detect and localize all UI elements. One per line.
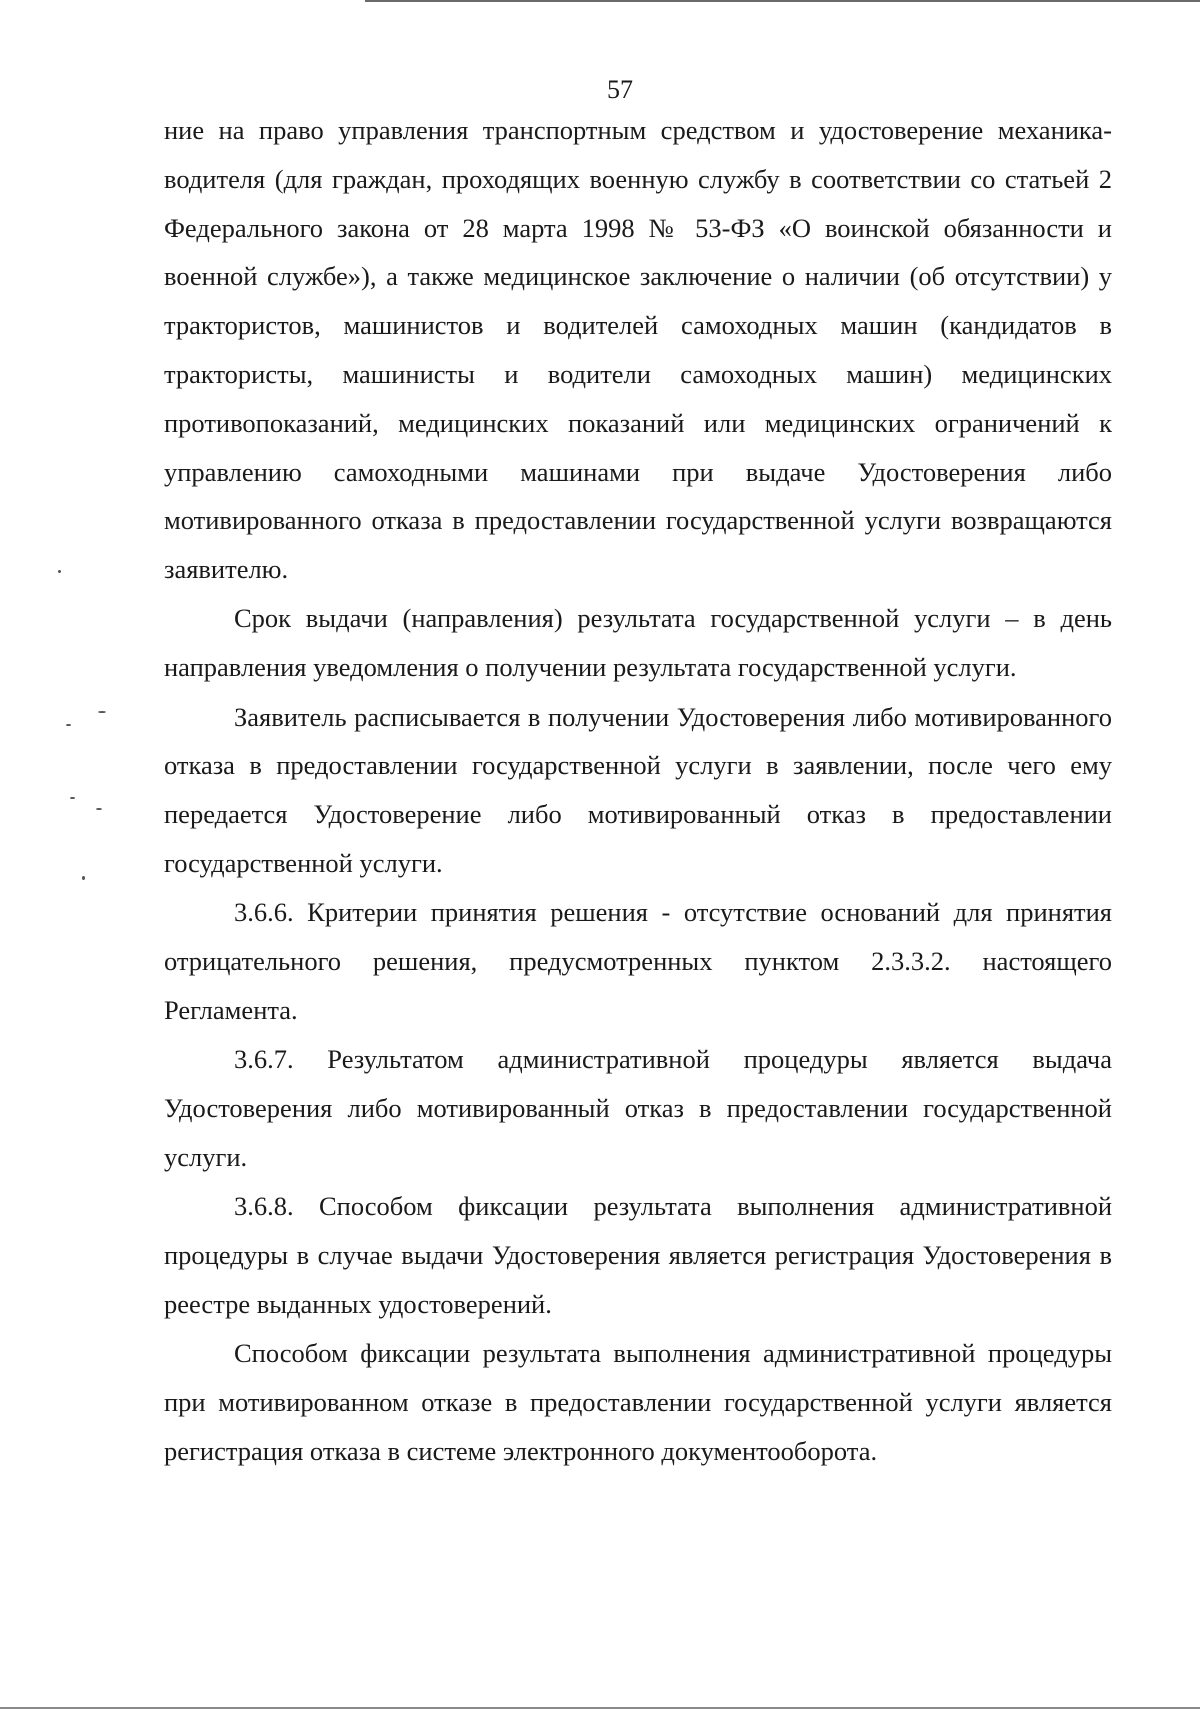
scan-speck <box>58 570 61 573</box>
page-body <box>164 106 1112 1475</box>
scan-speck <box>70 797 75 799</box>
paragraph-3-6-6: 3.6.6. Критерии принятия решения - отсутствие оснований для принятия отрицательного решения, предусмотренных пунктом 2.3.3.2. настоящего Регламента. <box>164 897 1112 1025</box>
paragraph-3-6-7: 3.6.7. Результатом административной процедуры является выдача Удостоверения либо мотивированный отказ в предоставлении государственной услуги. <box>164 1044 1112 1172</box>
scan-speck <box>96 808 102 810</box>
paragraph-continuation: ние на право управления транспортным средством и удостоверение механика-водителя (для граждан, проходящих военную службу в соответствии со статьей 2 Федерального закона от 28 марта 1998 № 53-ФЗ «О воинской обязанности и военной службе»), а также медицинское заключение о наличии (об отсутствии) у трактористов, машинистов и водителей самоходных машин (кандидатов в трактористы, машинисты и водители самоходных машин) медицинских противопоказаний, медицинских показаний или медицинских ограничений к управлению самоходными машинами при выдаче Удостоверения либо мотивированного отказа в предоставлении государственной услуги возвращаются заявителю. <box>164 115 1112 585</box>
scan-speck <box>82 876 85 880</box>
paragraph-issue-term: Срок выдачи (направления) результата государственной услуги – в день направления уведомления о получении результата государственной услуги. <box>164 603 1112 683</box>
scan-edge-top <box>365 0 1200 2</box>
paragraph-3-6-8: 3.6.8. Способом фиксации результата выполнения административной процедуры в случае выдачи Удостоверения является регистрация Удостоверения в реестре выданных удостоверений. <box>164 1191 1112 1319</box>
page-number: 57 <box>607 75 633 104</box>
paragraph-refusal-registration: Способом фиксации результата выполнения административной процедуры при мотивированном отказе в предоставлении государственной услуги является регистрация отказа в системе электронного документооборота. <box>164 1337 1112 1466</box>
scan-speck <box>66 724 71 726</box>
scan-edge-bottom <box>0 1707 1200 1709</box>
paragraph-applicant-signature: Заявитель расписывается в получении Удостоверения либо мотивированного отказа в предоставлении государственной услуги в заявлении, после чего ему передается Удостоверение либо мотивированный отказ в предоставлении государственной услуги. <box>164 701 1112 878</box>
scan-speck <box>98 711 106 713</box>
